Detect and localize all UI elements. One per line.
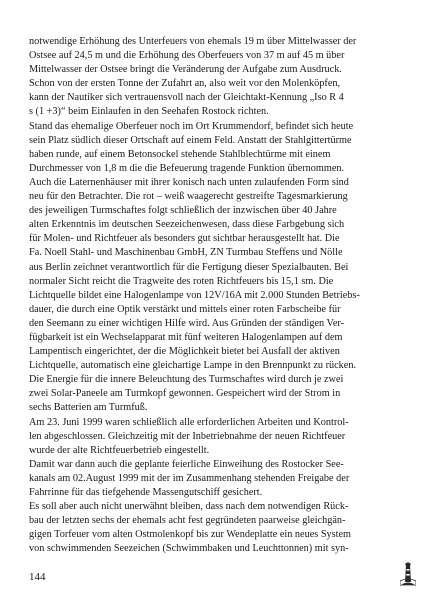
text-line: Am 23. Juni 1999 waren schließlich alle erforderlichen Arbeiten und Kontrol- — [29, 416, 349, 428]
text-line: aus Berlin zeichnet verantwortlich für die Fertigung dieser Spezialbauten. Bei — [29, 261, 349, 273]
text-line: gigen Torfeuer vom alten Ostmolenkopf bis zur Wendeplatte ein neues System — [29, 529, 352, 541]
text-line: Lichtquelle, automatisch eine gleichartige Lampe in den Brennpunkt zu rücken. — [29, 360, 357, 372]
text-line: Ostsee auf 24,5 m und die Erhöhung des Oberfeuers von 37 m auf 45 m über — [29, 50, 345, 62]
text-line: zwei Solar-Paneele am Turmkopf gewonnen. Gespeichert wird der Strom in — [29, 388, 341, 400]
text-line: wurde der alte Richtfeuerbetrieb eingestellt. — [29, 444, 210, 456]
text-line: notwendige Erhöhung des Unterfeuers von ehemals 19 m über Mittelwasser der — [29, 36, 357, 47]
text-line: normaler Sicht reicht die Tragweite des roten Richtfeuers bis 15,1 sm. Die — [29, 275, 334, 287]
text-line: Auch die Laternenhäuser mit ihrer konisch nach unten zulaufenden Form sind — [29, 176, 349, 188]
text-line: alten Erkenntnis im deutschen Seezeichenwesen, dass diese Farbgebung sich — [29, 219, 345, 231]
body-text — [29, 35, 395, 556]
text-line: Lampentisch eingerichtet, der die Möglichkeit bietet bei Ausfall der aktiven — [29, 346, 340, 358]
text-line: len abgeschlossen. Gleichzeitig mit der Inbetriebnahme der neuen Richtfeuer — [29, 430, 346, 442]
text-line: Fahrrinne für das tiefgehende Massengutschiff gesichert. — [29, 487, 263, 498]
text-line: Mittelwasser der Ostsee bringt die Veränderung der Aufgabe zum Ausdruck. — [29, 64, 342, 76]
text-line: Schon von der ersten Tonne der Zufahrt an, also weit vor den Molenköpfen, — [29, 78, 341, 90]
text-line: den Seemann zu einer wichtigen Hilfe wird. Aus Gründen der ständigen Ver- — [29, 317, 344, 329]
text-line: Stand das ehemalige Oberfeuer noch im Ort Krummendorf, befindet sich heute — [29, 120, 354, 132]
text-line: haben runde, auf einem Betonsockel stehende Stahlblechtürme mit einem — [29, 148, 331, 160]
text-line: Es soll aber auch nicht unerwähnt bleiben, dass nach dem notwendigen Rück- — [29, 501, 349, 513]
text-line: für Molen- und Richtfeuer als besonders gut sichtbar herausgestellt hat. Die — [29, 233, 340, 245]
text-line: fügbarkeit ist ein Wechselapparat mit fünf weiteren Halogenlampen auf dem — [29, 331, 343, 343]
text-line: sechs Batterien am Turmfuß. — [29, 402, 148, 414]
text-line: Fa. Noell Stahl- und Maschinenbau GmbH, ZN Turmbau Steffens und Nölle — [29, 247, 343, 259]
text-line: von schwimmenden Seezeichen (Schwimmbaken und Leuchttonnen) mit syn- — [29, 543, 349, 555]
lighthouse-logo-icon — [400, 562, 416, 586]
text-line: Damit war dann auch die geplante feierliche Einweihung des Rostocker See- — [29, 458, 344, 470]
text-line: sein Platz südlich dieser Ortschaft auf einem Feld. Anstatt der Stahlgittertürme — [29, 134, 352, 146]
text-line: kanals am 02.August 1999 mit der im Zusammenhang stehenden Freigabe der — [29, 472, 350, 484]
text-line: kann der Nautiker sich vertrauensvoll nach der Gleichtakt-Kennung „Iso R 4 — [29, 92, 344, 104]
text-line: Durchmesser von 1,8 m die die Befeuerung tragende Funktion übernommen. — [29, 162, 345, 174]
text-line: Die Energie für die innere Beleuchtung des Turmschaftes wird durch je zwei — [29, 374, 344, 386]
text-line: neu für den Betrachter. Die rot – weiß waagerecht gestreifte Tagesmarkierung — [29, 191, 348, 203]
text-line: Lichtquelle bildet eine Halogenlampe von 12V/16A mit 2.000 Stunden Betriebs- — [29, 289, 360, 301]
text-line: s (1 +3)“ beim Einlaufen in den Seehafen Rostock richten. — [29, 106, 269, 118]
text-line: des jeweiligen Turmschaftes folgt schließlich der inzwischen über 40 Jahre — [29, 205, 337, 217]
page-number: 144 — [29, 571, 46, 583]
text-line: dauer, die durch eine Optik verstärkt und mittels einer roten Farbscheibe für — [29, 303, 341, 315]
text-line: bau der letzten sechs der ehemals acht fest gegründeten paarweise gleichgän- — [29, 515, 346, 527]
